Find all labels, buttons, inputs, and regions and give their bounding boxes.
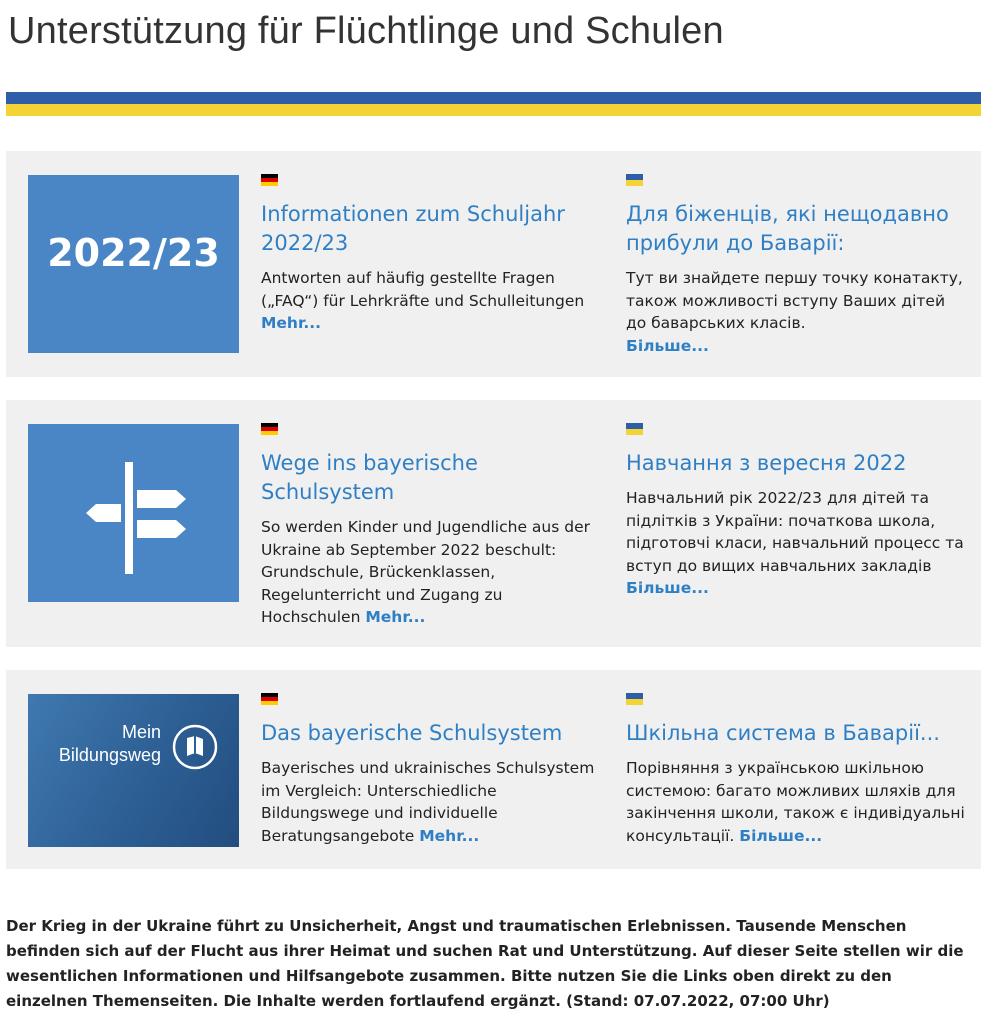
thumb-bildungsweg[interactable] xyxy=(28,694,239,847)
card-text-ua: Порівняння з українською шкільною системою: багато можливих шляхів для закінчення школи, також є індивідуальні консультації. Більше... xyxy=(626,759,965,845)
german-flag-icon xyxy=(261,423,278,435)
thumb-label: 2022/23 xyxy=(47,231,220,275)
thumb-signpost[interactable] xyxy=(28,424,239,602)
card-de-column xyxy=(261,693,601,847)
card-heading-ua[interactable]: Для біженців, які нещодавно прибули до Баварії: xyxy=(626,202,949,255)
card-de-column xyxy=(261,174,601,335)
thumb-line1: Mein xyxy=(121,722,161,742)
card-schulsystem xyxy=(6,670,981,869)
intro-text: Der Krieg in der Ukraine führt zu Unsicherheit, Angst und traumatischen Erlebnissen. Tausende Menschen befinden sich auf der Flucht aus ihrer Heimat und suchen Rat und Unterstützung. Auf dieser Seite stellen wir die wesentlichen Informationen und Hilfsangebote zusammen. Bitte nutzen Sie die Links oben direkt zu den einzelnen Themenseiten. Die Inhalte werden fortlaufend ergänzt. (Stand: 07.07.2022, 07:00 Uhr) xyxy=(6,917,964,1010)
thumb-2022-23[interactable] xyxy=(28,175,239,353)
more-link[interactable]: Більше... xyxy=(739,826,823,845)
more-link[interactable]: Mehr... xyxy=(419,826,480,845)
more-link[interactable]: Більше... xyxy=(626,336,709,355)
card-heading-de[interactable]: Wege ins bayerische Schulsystem xyxy=(261,451,478,504)
card-text-ua: Тут ви знайдете першу точку конатакту, також можливості вступу Ваших дітей до баварських класів. Більше... xyxy=(626,269,963,355)
card-text-ua: Навчальний рік 2022/23 для дітей та підлітків з України: початкова школа, підготовчі класи, навчальний процесс та вступ до вищих навчальних закладів Більше... xyxy=(626,489,964,597)
card-text-de: Antworten auf häufig gestellte Fragen („FAQ“) für Lehrkräfte und Schulleitungen Mehr... xyxy=(261,269,585,332)
ukraine-flag-banner xyxy=(6,92,981,116)
card-heading-ua[interactable]: Шкільна система в Баварії... xyxy=(626,721,940,745)
card-wege xyxy=(6,400,981,647)
ukrainian-flag-icon xyxy=(626,693,643,705)
ukrainian-flag-icon xyxy=(626,174,643,186)
card-heading-ua[interactable]: Навчання з вересня 2022 xyxy=(626,451,907,475)
card-text-de: So werden Kinder und Jugendliche aus der Ukraine ab September 2022 beschult: Grundschule, Brückenklassen, Regelunterricht und Zugang zu Hochschulen Mehr... xyxy=(261,518,590,626)
more-link[interactable]: Mehr... xyxy=(365,608,426,626)
card-heading-de[interactable]: Das bayerische Schulsystem xyxy=(261,721,563,745)
book-icon xyxy=(170,722,220,772)
card-text-de: Bayerisches und ukrainisches Schulsystem im Vergleich: Unterschiedliche Bildungswege und individuelle Beratungsangebote Mehr... xyxy=(261,759,595,845)
german-flag-icon xyxy=(261,174,278,186)
card-schuljahr xyxy=(6,151,981,377)
more-link[interactable]: Mehr... xyxy=(261,314,322,332)
signpost-icon xyxy=(28,424,239,602)
card-ua-column xyxy=(626,423,966,600)
card-de-column xyxy=(261,423,601,629)
ukrainian-flag-icon xyxy=(626,423,643,435)
more-link[interactable]: Більше... xyxy=(626,579,709,597)
card-heading-de[interactable]: Informationen zum Schuljahr 2022/23 xyxy=(261,202,565,255)
page-title: Unterstützung für Flüchtlinge und Schulen xyxy=(8,10,724,52)
card-ua-column xyxy=(626,693,966,847)
german-flag-icon xyxy=(261,693,278,705)
thumb-line2: Bildungsweg xyxy=(58,745,161,765)
card-ua-column xyxy=(626,174,966,357)
